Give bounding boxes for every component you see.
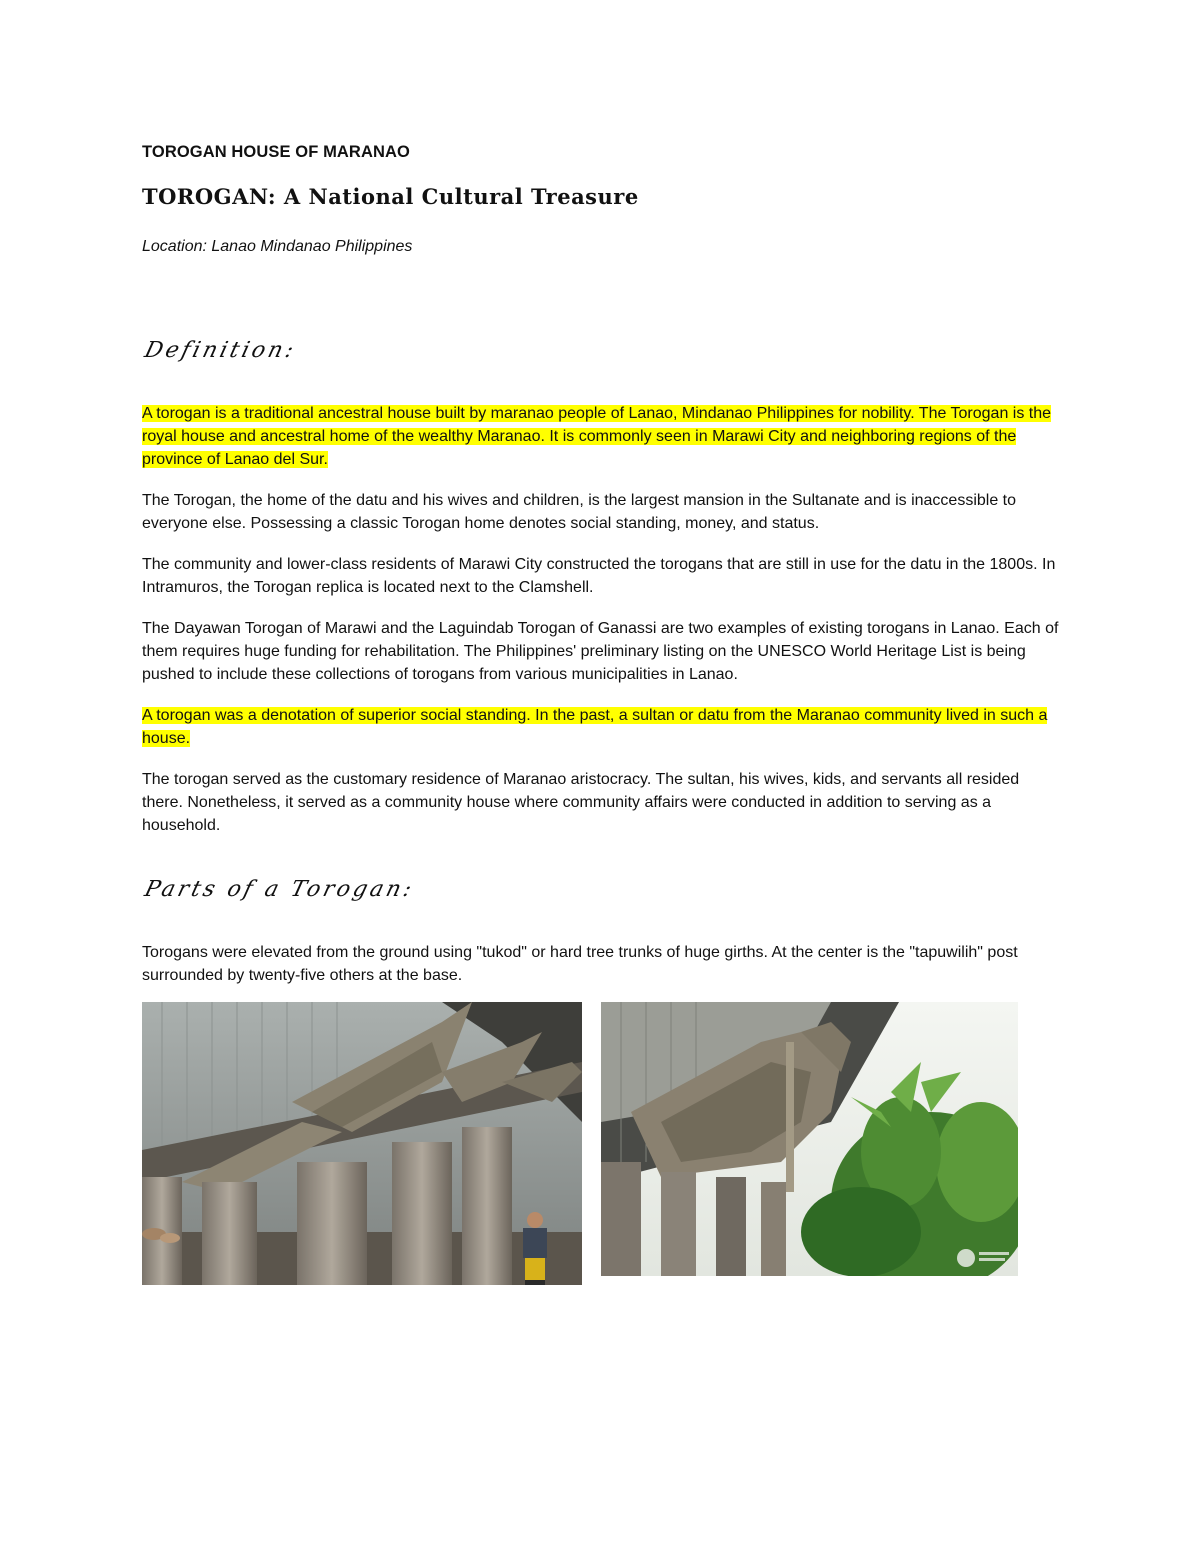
definition-heading: Definition: xyxy=(142,338,299,363)
paragraph-7: Torogans were elevated from the ground using "tukod" or hard tree trunks of huge girths. At the center is the "tapuwilih" post surrounded by twenty-five others at the base. xyxy=(142,944,1018,984)
document-title: TOROGAN: A National Cultural Treasure xyxy=(142,184,639,209)
highlighted-text: A torogan was a denotation of superior social standing. In the past, a sultan or datu from the Maranao community lived in such a house. xyxy=(142,707,1048,747)
torogan-photo-eaves xyxy=(601,1002,1018,1276)
torogan-photo-posts xyxy=(142,1002,582,1285)
parts-heading: Parts of a Torogan: xyxy=(142,877,418,902)
paragraph-2: The Torogan, the home of the datu and his wives and children, is the largest mansion in the Sultanate and is inaccessible to everyone else. Possessing a classic Torogan home denotes social standing, money, and status. xyxy=(142,492,1017,532)
paragraph-5 xyxy=(142,704,1062,750)
paragraph-3: The community and lower-class residents of Marawi City constructed the torogans that are still in use for the datu in the 1800s. In Intramuros, the Torogan replica is located next to the Clamshell. xyxy=(142,556,1056,596)
paragraph-6: The torogan served as the customary residence of Maranao aristocracy. The sultan, his wives, kids, and servants all resided there. Nonetheless, it served as a community house where community affairs were conducted in addition to serving as a household. xyxy=(142,771,1020,834)
paragraph-4: The Dayawan Torogan of Marawi and the Laguindab Torogan of Ganassi are two examples of existing torogans in Lanao. Each of them requires huge funding for rehabilitation. The Philippines' preliminary listing on the UNESCO World Heritage List is being pushed to include these collections of torogans from various municipalities in Lanao. xyxy=(142,620,1059,683)
document-kicker: TOROGAN HOUSE OF MARANAO xyxy=(142,143,410,161)
highlighted-text: A torogan is a traditional ancestral house built by maranao people of Lanao, Mindanao Philippines for nobility. The Torogan is the royal house and ancestral home of the wealthy Maranao. It is commonly seen in Marawi City and neighboring regions of the province of Lanao del Sur. xyxy=(142,405,1052,468)
parts-body xyxy=(142,941,1062,1005)
definition-body xyxy=(142,402,1062,855)
location-line: Location: Lanao Mindanao Philippines xyxy=(142,238,413,255)
paragraph-1 xyxy=(142,402,1062,471)
